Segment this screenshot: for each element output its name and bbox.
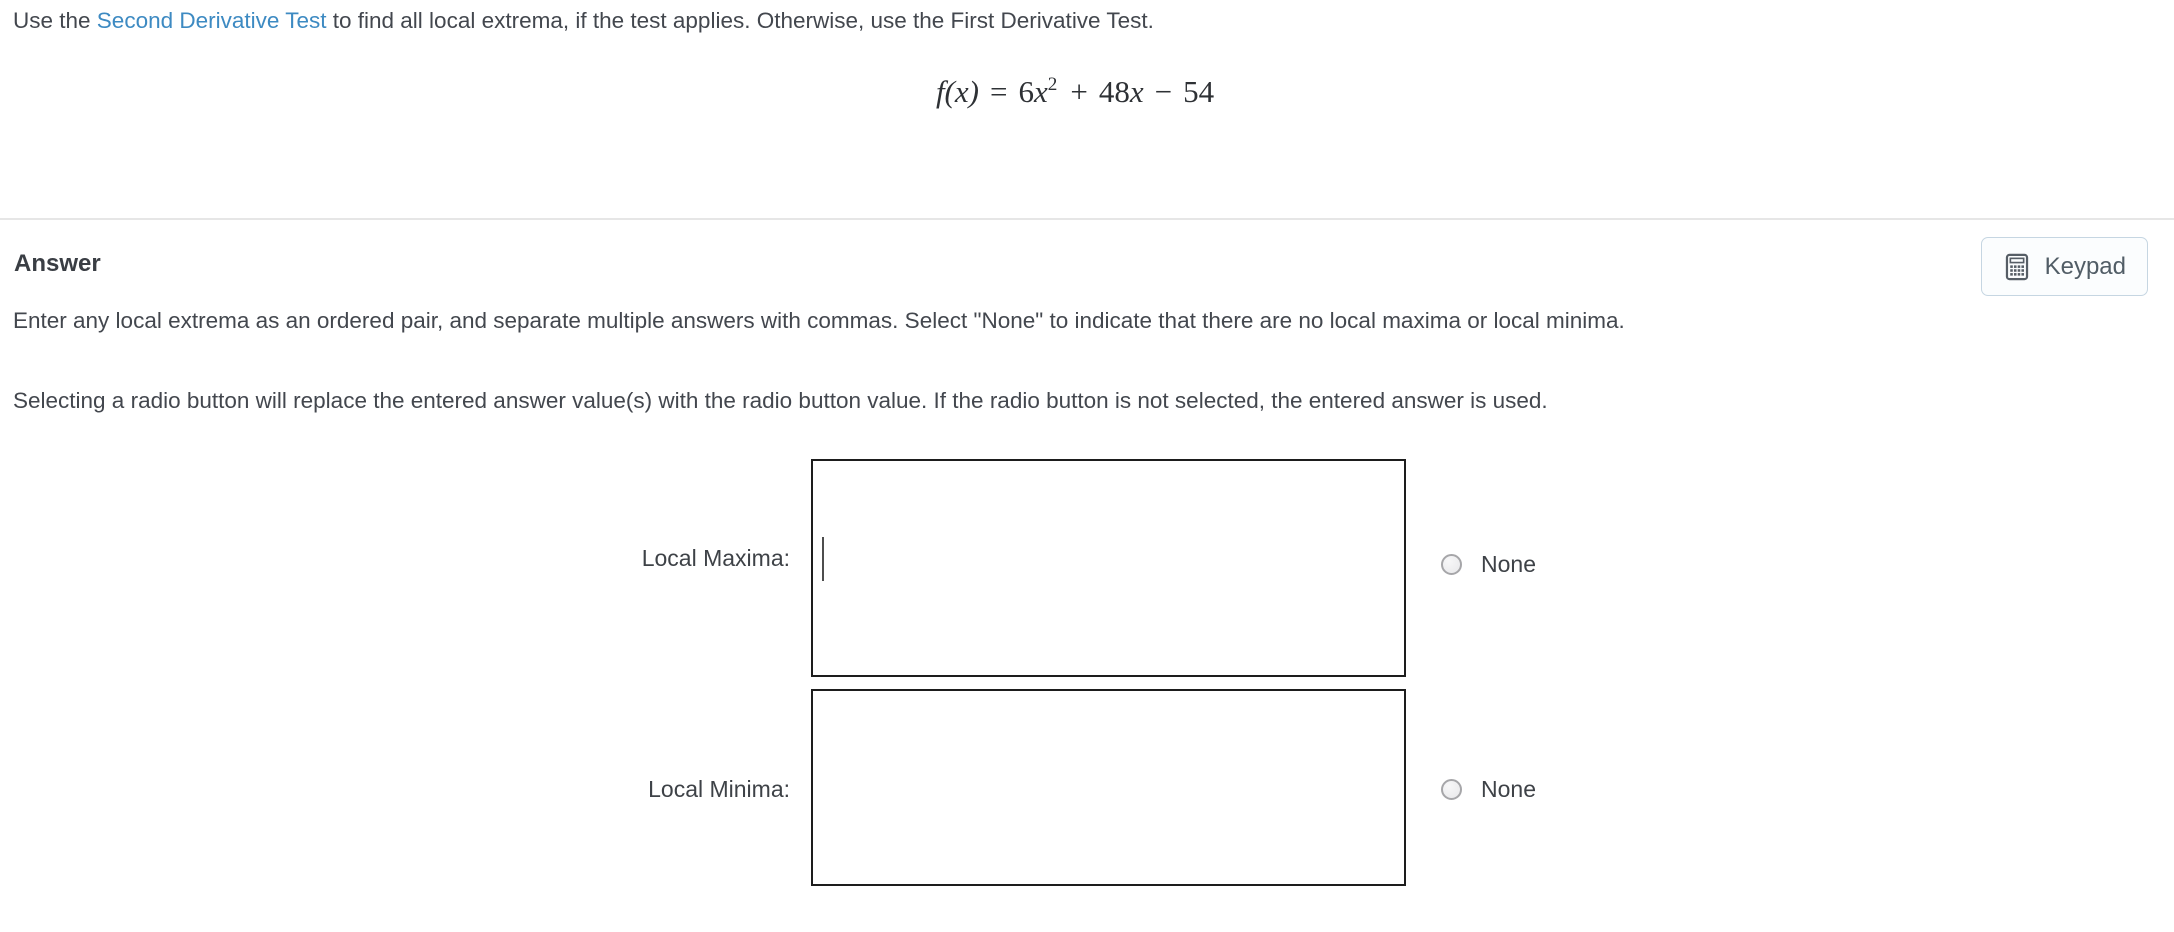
text-cursor	[822, 537, 824, 581]
keypad-button-label: Keypad	[2044, 252, 2126, 280]
prompt-suffix: to find all local extrema, if the test applies. Otherwise, use the First Derivative Test.	[326, 8, 1154, 33]
second-derivative-test-link[interactable]: Second Derivative Test	[96, 8, 327, 33]
formula-var1: x	[1033, 74, 1048, 109]
function-formula	[0, 74, 2150, 110]
local-maxima-label: Local Maxima:	[641, 545, 790, 571]
question-prompt	[13, 6, 1154, 36]
formula-const: 54	[1183, 74, 1215, 109]
prompt-prefix: Use the	[13, 8, 97, 33]
formula-fx: f(x)	[935, 74, 979, 109]
formula-plus: +	[1070, 74, 1088, 109]
local-maxima-none-radio[interactable]	[1441, 554, 1462, 575]
section-divider	[0, 218, 2174, 220]
answer-heading: Answer	[14, 250, 101, 277]
answer-instructions-line2: Selecting a radio button will replace the entered answer value(s) with the radio button value. If the radio button is not selected, the entered answer is used.	[13, 388, 1548, 413]
answer-instructions-line1: Enter any local extrema as an ordered pair, and separate multiple answers with commas. Select "None" to indicate that there are no local maxima or local minima.	[13, 308, 1625, 333]
formula-coef2: 48	[1098, 74, 1130, 109]
formula-var2: x	[1129, 74, 1144, 109]
local-minima-input[interactable]	[811, 689, 1406, 886]
calculator-icon	[2003, 253, 2031, 281]
local-maxima-none-label[interactable]: None	[1481, 551, 1536, 577]
formula-minus: −	[1154, 74, 1173, 109]
local-minima-label: Local Minima:	[648, 776, 790, 802]
keypad-button[interactable]	[1981, 237, 2148, 296]
local-minima-none-label[interactable]: None	[1481, 776, 1536, 802]
formula-exponent: 2	[1047, 74, 1058, 96]
local-maxima-input[interactable]	[811, 459, 1406, 677]
local-minima-none-radio[interactable]	[1441, 779, 1462, 800]
formula-equals: =	[989, 74, 1008, 109]
formula-coef1: 6	[1018, 74, 1034, 109]
